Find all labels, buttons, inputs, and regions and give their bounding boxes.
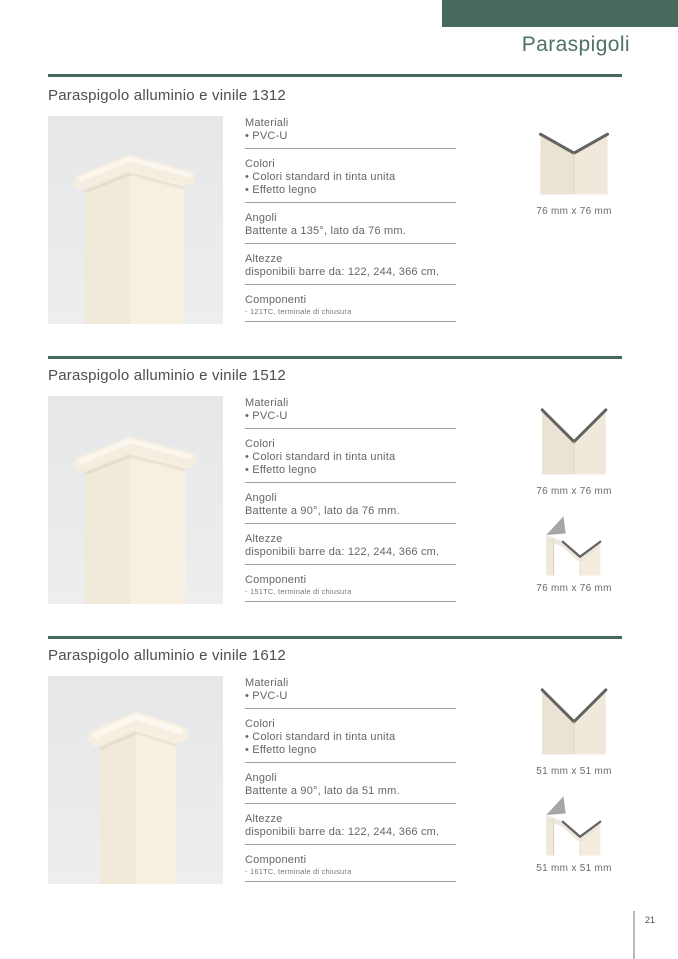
diagram-caption: 76 mm x 76 mm bbox=[536, 206, 612, 217]
section-body bbox=[48, 676, 630, 890]
spec-label: Colori bbox=[245, 158, 275, 170]
spec-group-componenti bbox=[245, 573, 456, 602]
spec-group-angoli bbox=[245, 771, 456, 804]
spec-line: • Effetto legno bbox=[245, 184, 317, 196]
spec-label: Angoli bbox=[245, 492, 277, 504]
spec-label: Angoli bbox=[245, 772, 277, 784]
spec-line: Battente a 90°, lato da 51 mm. bbox=[245, 785, 400, 797]
spec-label: Altezze bbox=[245, 253, 283, 265]
spec-group-colori bbox=[245, 157, 456, 203]
page-title: Paraspigoli bbox=[521, 33, 630, 56]
spec-line: • Effetto legno bbox=[245, 744, 317, 756]
spec-line: • PVC-U bbox=[245, 690, 288, 702]
corner-profile-135-icon bbox=[531, 120, 617, 200]
spec-label: Componenti bbox=[245, 854, 307, 866]
spec-group-altezze bbox=[245, 532, 456, 565]
section-body bbox=[48, 116, 630, 330]
spec-group-colori bbox=[245, 717, 456, 763]
corner-profile-90-icon bbox=[531, 400, 617, 480]
spec-group-colori bbox=[245, 437, 456, 483]
profile-diagram bbox=[531, 120, 617, 217]
section-title: Paraspigolo alluminio e vinile 1312 bbox=[48, 87, 286, 104]
diagram-column bbox=[524, 676, 624, 874]
spec-line: disponibili barre da: 122, 244, 366 cm. bbox=[245, 546, 440, 558]
spec-label: Componenti bbox=[245, 294, 307, 306]
diagram-column bbox=[524, 396, 624, 594]
spec-group-angoli bbox=[245, 491, 456, 524]
product-section-1512 bbox=[48, 367, 630, 610]
section-divider-rule bbox=[48, 636, 622, 639]
spec-line: • PVC-U bbox=[245, 130, 288, 142]
spec-line: • Colori standard in tinta unita bbox=[245, 171, 396, 183]
spec-line: • Effetto legno bbox=[245, 464, 317, 476]
spec-group-altezze bbox=[245, 812, 456, 845]
corner-guard-photo-icon bbox=[48, 676, 223, 884]
page-number: 21 bbox=[645, 915, 656, 925]
product-photo bbox=[48, 676, 223, 884]
spec-label: Colori bbox=[245, 718, 275, 730]
spec-label: Angoli bbox=[245, 212, 277, 224]
spec-list bbox=[245, 676, 456, 890]
spec-label: Altezze bbox=[245, 813, 283, 825]
spec-label: Materiali bbox=[245, 397, 289, 409]
spec-line: disponibili barre da: 122, 244, 366 cm. bbox=[245, 266, 440, 278]
profile-diagram bbox=[531, 511, 617, 594]
spec-line: • Colori standard in tinta unita bbox=[245, 451, 396, 463]
corner-profile-wing-icon bbox=[531, 791, 617, 857]
spec-line: Battente a 135°, lato da 76 mm. bbox=[245, 225, 407, 237]
section-body bbox=[48, 396, 630, 610]
corner-profile-90-icon bbox=[531, 680, 617, 760]
profile-diagram bbox=[531, 680, 617, 777]
section-title: Paraspigolo alluminio e vinile 1612 bbox=[48, 647, 286, 664]
spec-list bbox=[245, 116, 456, 330]
section-title: Paraspigolo alluminio e vinile 1512 bbox=[48, 367, 286, 384]
spec-label: Materiali bbox=[245, 677, 289, 689]
spec-group-angoli bbox=[245, 211, 456, 244]
diagram-caption: 76 mm x 76 mm bbox=[536, 583, 612, 594]
spec-line: Battente a 90°, lato da 76 mm. bbox=[245, 505, 400, 517]
section-divider-rule bbox=[48, 74, 622, 77]
spec-line: - 151TC, terminale di chiusura bbox=[245, 587, 352, 596]
corner-guard-photo-icon bbox=[48, 116, 223, 324]
spec-line: • Colori standard in tinta unita bbox=[245, 731, 396, 743]
spec-line: • PVC-U bbox=[245, 410, 288, 422]
profile-diagram bbox=[531, 791, 617, 874]
section-divider-rule bbox=[48, 356, 622, 359]
spec-label: Colori bbox=[245, 438, 275, 450]
spec-line: - 161TC, terminale di chiusura bbox=[245, 867, 352, 876]
product-photo bbox=[48, 396, 223, 604]
diagram-column bbox=[524, 116, 624, 217]
product-photo bbox=[48, 116, 223, 324]
diagram-caption: 51 mm x 51 mm bbox=[536, 766, 612, 777]
profile-diagram bbox=[531, 400, 617, 497]
footer-divider bbox=[633, 911, 635, 959]
spec-line: disponibili barre da: 122, 244, 366 cm. bbox=[245, 826, 440, 838]
spec-label: Componenti bbox=[245, 574, 307, 586]
corner-guard-photo-icon bbox=[48, 396, 223, 604]
product-section-1312 bbox=[48, 87, 630, 330]
spec-group-componenti bbox=[245, 853, 456, 882]
spec-line: - 121TC, terminale di chiusura bbox=[245, 307, 352, 316]
spec-group-materiali bbox=[245, 396, 456, 429]
header-green-bar bbox=[442, 0, 678, 27]
spec-group-materiali bbox=[245, 116, 456, 149]
spec-group-componenti bbox=[245, 293, 456, 322]
spec-label: Altezze bbox=[245, 533, 283, 545]
spec-group-altezze bbox=[245, 252, 456, 285]
spec-label: Materiali bbox=[245, 117, 289, 129]
diagram-caption: 76 mm x 76 mm bbox=[536, 486, 612, 497]
diagram-caption: 51 mm x 51 mm bbox=[536, 863, 612, 874]
spec-list bbox=[245, 396, 456, 610]
spec-group-materiali bbox=[245, 676, 456, 709]
corner-profile-wing-icon bbox=[531, 511, 617, 577]
product-section-1612 bbox=[48, 647, 630, 890]
